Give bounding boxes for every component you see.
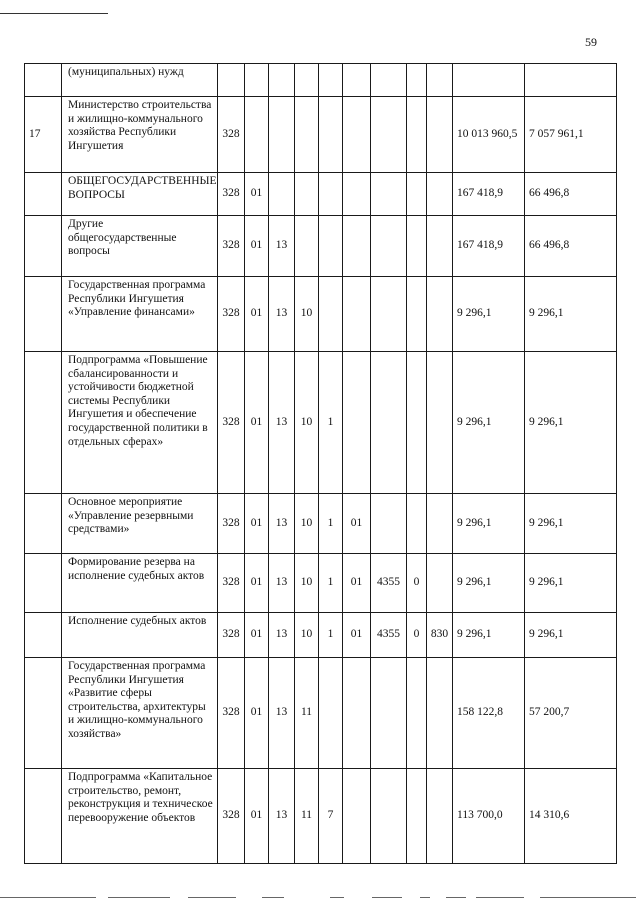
- cell-dir: [371, 64, 407, 97]
- cell-dir: [371, 494, 407, 554]
- cell-om: [343, 216, 371, 277]
- cell-pp: [319, 97, 343, 173]
- cell-sub: [407, 64, 427, 97]
- cell-num: [25, 613, 62, 658]
- cell-gp: [295, 64, 319, 97]
- cell-num: [25, 658, 62, 769]
- cell-ved: 328: [218, 769, 245, 864]
- cell-sum2: 66 496,8: [525, 216, 617, 277]
- cell-om: [343, 64, 371, 97]
- cell-sub: [407, 494, 427, 554]
- cell-sub: [407, 173, 427, 216]
- cell-pp: 1: [319, 352, 343, 494]
- cell-vr: [427, 554, 453, 613]
- cell-rz: 01: [245, 658, 269, 769]
- table-row: [25, 769, 617, 864]
- cell-rz: 01: [245, 352, 269, 494]
- cell-name: Государственная программа Республики Ингушетия «Развитие сферы строительства, архитектуры и жилищно-коммунального хозяйства»: [62, 658, 218, 769]
- cell-ved: 328: [218, 494, 245, 554]
- cell-name: Министерство строительства и жилищно-коммунального хозяйства Республики Ингушетия: [62, 97, 218, 173]
- cell-dir: [371, 277, 407, 352]
- cell-pr: 13: [269, 658, 295, 769]
- cell-dir: 4355: [371, 613, 407, 658]
- cell-sum2: 66 496,8: [525, 173, 617, 216]
- cell-sum2: 14 310,6: [525, 769, 617, 864]
- cell-pr: 13: [269, 554, 295, 613]
- cell-gp: [295, 216, 319, 277]
- cell-sub: [407, 277, 427, 352]
- cell-om: [343, 173, 371, 216]
- cell-sum1: 167 418,9: [453, 216, 525, 277]
- cell-num: 17: [25, 97, 62, 173]
- cell-om: [343, 352, 371, 494]
- cell-om: [343, 277, 371, 352]
- cell-sum1: 9 296,1: [453, 494, 525, 554]
- cell-sub: [407, 216, 427, 277]
- cell-rz: [245, 97, 269, 173]
- cell-sum2: 9 296,1: [525, 613, 617, 658]
- cell-vr: [427, 769, 453, 864]
- cell-sub: 0: [407, 554, 427, 613]
- cell-num: [25, 64, 62, 97]
- cell-dir: [371, 658, 407, 769]
- cell-gp: 10: [295, 277, 319, 352]
- table-row: [25, 277, 617, 352]
- cell-pr: [269, 97, 295, 173]
- cell-sub: [407, 97, 427, 173]
- cell-gp: 10: [295, 613, 319, 658]
- cell-vr: [427, 216, 453, 277]
- cell-pp: [319, 173, 343, 216]
- cell-name: Подпрограмма «Повышение сбалансированности и устойчивости бюджетной системы Республики Ингушетия и обеспечение государственной политики в отдельных сферах»: [62, 352, 218, 494]
- cell-sum2: 57 200,7: [525, 658, 617, 769]
- cell-ved: [218, 64, 245, 97]
- cell-sum1: 113 700,0: [453, 769, 525, 864]
- cell-name: (муниципальных) нужд: [62, 64, 218, 97]
- cell-pr: [269, 173, 295, 216]
- cell-pp: 7: [319, 769, 343, 864]
- cell-rz: 01: [245, 613, 269, 658]
- cell-vr: [427, 658, 453, 769]
- cell-name: Государственная программа Республики Ингушетия «Управление финансами»: [62, 277, 218, 352]
- cell-vr: 830: [427, 613, 453, 658]
- budget-table: [24, 63, 617, 864]
- cell-om: 01: [343, 494, 371, 554]
- cell-name: Другие общегосударственные вопросы: [62, 216, 218, 277]
- cell-ved: 328: [218, 277, 245, 352]
- cell-pp: [319, 216, 343, 277]
- cell-vr: [427, 97, 453, 173]
- cell-ved: 328: [218, 173, 245, 216]
- cell-dir: [371, 173, 407, 216]
- cell-dir: 4355: [371, 554, 407, 613]
- cell-vr: [427, 352, 453, 494]
- cell-sum1: 9 296,1: [453, 352, 525, 494]
- cell-gp: 10: [295, 554, 319, 613]
- cell-num: [25, 277, 62, 352]
- cell-gp: 10: [295, 352, 319, 494]
- cell-gp: [295, 97, 319, 173]
- cell-om: 01: [343, 554, 371, 613]
- table-row: [25, 554, 617, 613]
- cell-om: [343, 769, 371, 864]
- cell-sum1: 9 296,1: [453, 613, 525, 658]
- cell-rz: 01: [245, 769, 269, 864]
- cell-pp: [319, 277, 343, 352]
- cell-sum1: 9 296,1: [453, 554, 525, 613]
- cell-num: [25, 494, 62, 554]
- cell-pp: 1: [319, 613, 343, 658]
- cell-num: [25, 554, 62, 613]
- cell-ved: 328: [218, 613, 245, 658]
- cell-rz: 01: [245, 554, 269, 613]
- cell-sum2: 7 057 961,1: [525, 97, 617, 173]
- page-number: 59: [585, 35, 597, 49]
- cell-ved: 328: [218, 658, 245, 769]
- table-row: [25, 494, 617, 554]
- cell-pp: 1: [319, 494, 343, 554]
- cell-sum2: 9 296,1: [525, 494, 617, 554]
- cell-rz: 01: [245, 216, 269, 277]
- cell-dir: [371, 216, 407, 277]
- cell-pr: 13: [269, 216, 295, 277]
- cell-om: 01: [343, 613, 371, 658]
- cell-ved: 328: [218, 554, 245, 613]
- table-row: [25, 64, 617, 97]
- cell-num: [25, 769, 62, 864]
- cell-ved: 328: [218, 216, 245, 277]
- cell-pp: [319, 64, 343, 97]
- cell-name: Формирование резерва на исполнение судебных актов: [62, 554, 218, 613]
- cell-om: [343, 97, 371, 173]
- cell-pr: 13: [269, 277, 295, 352]
- table-row: [25, 352, 617, 494]
- cell-dir: [371, 769, 407, 864]
- cell-sum1: 167 418,9: [453, 173, 525, 216]
- cell-sum2: 9 296,1: [525, 277, 617, 352]
- cell-vr: [427, 64, 453, 97]
- cell-ved: 328: [218, 97, 245, 173]
- cell-sub: [407, 352, 427, 494]
- cell-rz: [245, 64, 269, 97]
- cell-sum2: 9 296,1: [525, 352, 617, 494]
- cell-sub: [407, 658, 427, 769]
- cell-sum1: 10 013 960,5: [453, 97, 525, 173]
- cell-dir: [371, 97, 407, 173]
- cell-num: [25, 352, 62, 494]
- cell-pp: [319, 658, 343, 769]
- cell-pr: 13: [269, 352, 295, 494]
- cell-vr: [427, 173, 453, 216]
- cell-rz: 01: [245, 173, 269, 216]
- top-border-mark: [0, 13, 108, 14]
- cell-gp: 11: [295, 658, 319, 769]
- cell-gp: 10: [295, 494, 319, 554]
- cell-sum1: 9 296,1: [453, 277, 525, 352]
- cell-sub: 0: [407, 613, 427, 658]
- cell-sum2: [525, 64, 617, 97]
- cell-sum2: 9 296,1: [525, 554, 617, 613]
- cell-num: [25, 173, 62, 216]
- cell-name: ОБЩЕГОСУДАРСТВЕННЫЕ ВОПРОСЫ: [62, 173, 218, 216]
- cell-om: [343, 658, 371, 769]
- cell-sum1: 158 122,8: [453, 658, 525, 769]
- table-row: [25, 173, 617, 216]
- cell-vr: [427, 494, 453, 554]
- cell-dir: [371, 352, 407, 494]
- cell-gp: [295, 173, 319, 216]
- cell-pr: 13: [269, 769, 295, 864]
- cell-name: Исполнение судебных актов: [62, 613, 218, 658]
- cell-pp: 1: [319, 554, 343, 613]
- table-row: [25, 613, 617, 658]
- cell-ved: 328: [218, 352, 245, 494]
- table-row: [25, 216, 617, 277]
- cell-pr: 13: [269, 613, 295, 658]
- cell-gp: 11: [295, 769, 319, 864]
- cell-sub: [407, 769, 427, 864]
- bottom-border-marks: [0, 897, 640, 901]
- cell-name: Основное мероприятие «Управление резервными средствами»: [62, 494, 218, 554]
- cell-rz: 01: [245, 494, 269, 554]
- cell-num: [25, 216, 62, 277]
- cell-rz: 01: [245, 277, 269, 352]
- cell-sum1: [453, 64, 525, 97]
- table-row: [25, 97, 617, 173]
- cell-vr: [427, 277, 453, 352]
- cell-name: Подпрограмма «Капитальное строительство, ремонт, реконструкция и техническое перевооружение объектов: [62, 769, 218, 864]
- cell-pr: [269, 64, 295, 97]
- cell-pr: 13: [269, 494, 295, 554]
- table-row: [25, 658, 617, 769]
